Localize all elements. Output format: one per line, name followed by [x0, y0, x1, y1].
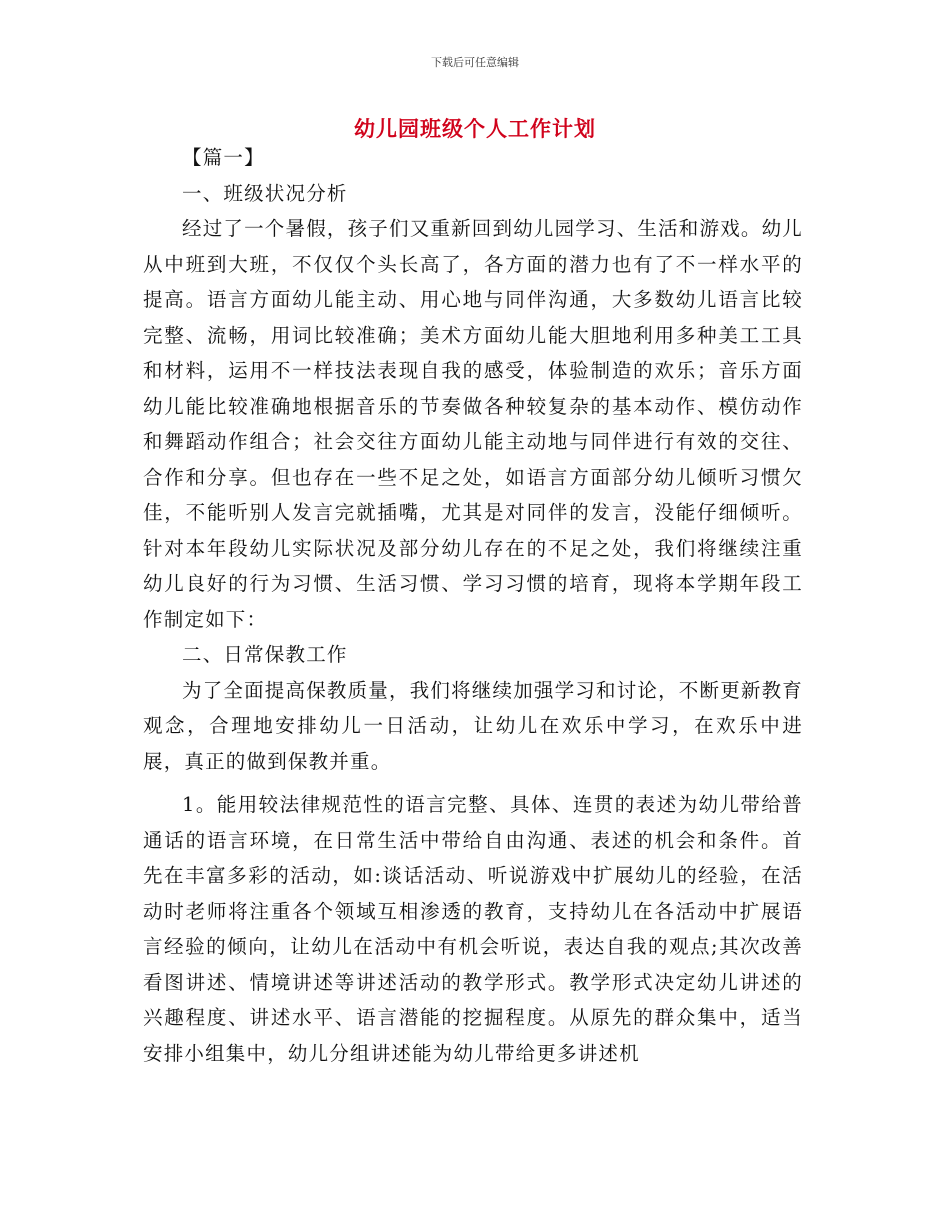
document-body — [143, 140, 803, 1071]
paragraph-item-1: 1。能用较法律规范性的语言完整、具体、连贯的表述为幼儿带给普通话的语言环境，在日常生活中带给自由沟通、表述的机会和条件。首先在丰富多彩的活动，如:谈话活动、听说游戏中扩展幼儿的经验，在活动时老师将注重各个领域互相渗透的教育，支持幼儿在各活动中扩展语言经验的倾向，让幼儿在活动中有机会听说，表达自我的观点;其次改善看图讲述、情境讲述等讲述活动的教学形式。教学形式决定幼儿讲述的兴趣程度、讲述水平、语言潜能的挖掘程度。从原先的群众集中，适当安排小组集中，幼儿分组讲述能为幼儿带给更多讲述机 — [143, 793, 803, 1065]
paragraph-daily-care: 为了全面提高保教质量，我们将继续加强学习和讨论，不断更新教育观念，合理地安排幼儿一日活动，让幼儿在欢乐中学习，在欢乐中进展，真正的做到保教并重。 — [143, 678, 804, 773]
section-heading-1: 一、班级状况分析 — [182, 181, 348, 205]
part-label: 【篇一】 — [182, 146, 265, 169]
section-heading-2: 二、日常保教工作 — [182, 643, 348, 666]
paragraph-class-analysis: 经过了一个暑假，孩子们又重新回到幼儿园学习、生活和游戏。幼儿从中班到大班，不仅仅个头长高了，各方面的潜力也有了不一样水平的提高。语言方面幼儿能主动、用心地与同伴沟通，大多数幼儿语言比较完整、流畅，用词比较准确；美术方面幼儿能大胆地利用多种美工工具和材料，运用不一样技法表现自我的感受，体验制造的欢乐；音乐方面幼儿能比较准确地根据音乐的节奏做各种较复杂的基本动作、模仿动作和舞蹈动作组合；社会交往方面幼儿能主动地与同伴进行有效的交往、合作和分享。但也存在一些不足之处，如语言方面部分幼儿倾听习惯欠佳，不能听别人发言完就插嘴，尤其是对同伴的发言，没能仔细倾听。针对本年段幼儿实际状况及部分幼儿存在的不足之处，我们将继续注重幼儿良好的行为习惯、生活习惯、学习习惯的培育，现将本学期年段工作制定如下： — [143, 217, 804, 631]
header-note: 下载后可任意编辑 — [431, 56, 519, 69]
document-title: 幼儿园班级个人工作计划 — [354, 116, 596, 141]
